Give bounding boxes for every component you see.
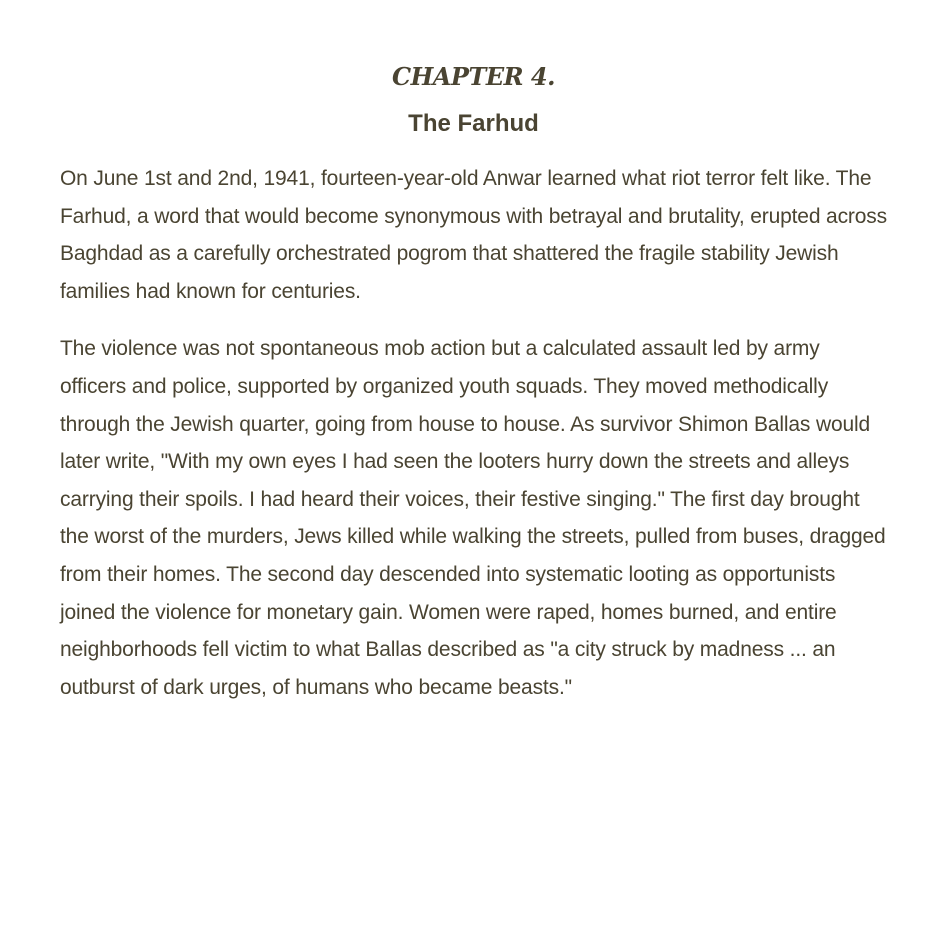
body-paragraph-2: The violence was not spontaneous mob action but a calculated assault led by army officers and police, supported by organized youth squads. They moved methodically through the Jewish quarter, going from house to house. As survivor Shimon Ballas would later write, "With my own eyes I had seen the looters hurry down the streets and alleys carrying their spoils. I had heard their voices, their festive singing." The first day brought the worst of the murders, Jews killed while walking the streets, pulled from buses, dragged from their homes. The second day descended into systematic looting as opportunists joined the violence for monetary gain. Women were raped, homes burned, and entire neighborhoods fell victim to what Ballas described as "a city struck by madness ... an outburst of dark urges, of humans who became beasts.": [60, 337, 886, 699]
chapter-label: CHAPTER 4.: [392, 62, 555, 91]
body-paragraph-1: On June 1st and 2nd, 1941, fourteen-year-old Anwar learned what riot terror felt like. The Farhud, a word that would become synonymous with betrayal and brutality, erupted across Baghdad as a carefully orchestrated pogrom that shattered the fragile stability Jewish families had known for centuries.: [60, 167, 888, 303]
chapter-title: The Farhud: [408, 110, 539, 137]
